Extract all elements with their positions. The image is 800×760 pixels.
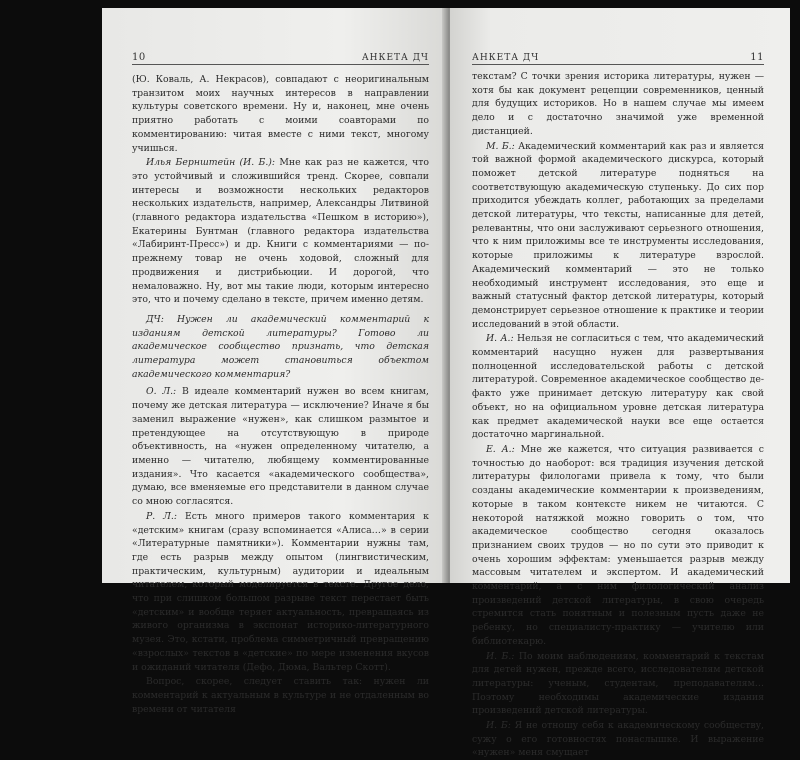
speaker-label: Илья Бернштейн (И. Б.): <box>146 157 276 169</box>
paragraph: (Ю. Коваль, А. Некрасов), совпадают с неоригинальным транзитом моих научных интересов в направлении культуры советского времени. Ну и, наконец, мне очень приятно работать с моими соавторами по комментированию: читая вместе с ними текст, многому учишься. <box>132 74 429 154</box>
speaker-label: И. А.: <box>486 333 514 345</box>
page-number: 10 <box>132 52 146 63</box>
speaker-label: И. Б.: <box>486 650 515 662</box>
question-paragraph: ДЧ: Нужен ли академический комментарий к изданиям детской литературы? Готово ли академическое сообщество признать, что детская литература может становиться объектом академического комментария? <box>132 313 429 380</box>
paragraph: Е. А.: Мне же кажется, что ситуация развивается с точностью до наоборот: вся традиция изучения детской литературы филологами привела к тому, что были созданы академические комментарии к произведениям, которые в таком контексте никем не читаются. С некоторой натяжкой можно говорить о том, что академическое сообщество сегодня оказалось признанием своих трудов — но по сути это приводит к очень хорошим эффектам: уменьшается разрыв между массовым читателем и экспертом. И академический комментарий, а с ним филологический анализ произведений детской литературы, в свою очередь стремится стать понятным и полезным пусть даже не ребенку, но специалисту-практику — учителю или библиотекарю. <box>472 443 765 647</box>
paragraph: М. Б.: Академический комментарий как раз и является той важной формой академического дискурса, который поможет детской литературе подняться на соответствующую академическую ступеньку. До сих пор приходится убеждать коллег, работающих за пределами детской литературы, что тексты, написанные для детей, релевантны, что они заслуживают серьезного отношения, что к ним приложимы все те инструменты исследования, которые приложимы к литературе взрослой. Академический комментарий — это не только необходимый инструмент исследования, это еще и важный статусный фактор детской литературы, который демонстрирует серьезное отношение к практике и теории исследований в этой области. <box>472 140 764 330</box>
paragraph: И. Б.: По моим наблюдениям, комментарий к текстам для детей нужен, прежде всего, исследователям детской литературы: ученым, студентам, преподавателям… Поэтому необходимы академические издания произведений детской литературы. <box>472 650 764 717</box>
speaker-label: И. Б: <box>486 720 511 732</box>
speaker-label: М. Б.: <box>486 140 515 152</box>
paragraph: Илья Бернштейн (И. Б.): Мне как раз не кажется, что это устойчивый и сложившийся тренд. Скорее, совпали интересы и возможности нескольких редакторов нескольких издательств, например, Александры Литвиной (главного редактора издательства «Пешком в историю»), Екатерины Бунтман (главного редактора издательства «Лабиринт-Пресс») и др. Книги с комментариями — по-прежнему товар не очень ходовой, сложный для продвижения и дистрибьюции. И дорогой, что немаловажно. Ну, вот мы такие люди, которым интересно это, что и почему сделано в тексте, причем именно детям. <box>132 157 429 306</box>
page-header <box>132 50 429 65</box>
left-page <box>102 8 447 715</box>
speaker-label: Р. Л.: <box>146 510 178 522</box>
page-body <box>132 73 429 716</box>
page-body <box>472 70 764 760</box>
paragraph: текстам? С точки зрения историка литературы, нужен — хотя бы как документ рецепции современников, ценный для будущих историков. Но в нашем случае мы имеем дело и с достаточно значимой уже временной дистанцией. <box>472 71 764 137</box>
paragraph: О. Л.: В идеале комментарий нужен во всем книгам, почему же детская литература — исключение? Иначе я бы заменил выражение «нужен», как слишком размытое и претендующее на отсутствующую в природе объективность, на «нужен определенному читателю, а именно — читателю, любящему комментированные издания». Что касается «академического сообщества», думаю, все вменяемые его представители в данном случае со мною согласятся. <box>132 386 429 508</box>
speaker-label: Е. А.: <box>486 443 515 455</box>
running-head: АНКЕТА ДЧ <box>361 53 429 63</box>
book-spread <box>102 8 790 759</box>
paragraph: Вопрос, скорее, следует ставить так: нужен ли комментарий к актуальным в культуре и не отдаленным во времени от читателя <box>132 676 429 715</box>
running-head: АНКЕТА ДЧ <box>472 53 540 63</box>
paragraph: И. Б: Я не отношу себя к академическому сообществу, сужу о его готовностях понаслышке. И выражение «нужен» меня смущает <box>472 720 764 759</box>
paragraph: Р. Л.: Есть много примеров такого комментария к «детским» книгам (сразу вспоминается «Алиса…» в серии «Литературные памятники»). Комментарии нужны там, где есть разрыв между опытом (лингвистическим, практическим, культурным) аудитории и идеальным читателем, который моделируется в тексте. Другое дело, что при слишком большом разрыве текст перестает быть «детским» и вообще теряет актуальность, превращаясь из живого организма в экспонат историко-литературного музея. Это, кстати, проблема симметричный превращению «взрослых» текстов в «детские» по мере изменения вкусов и ожиданий читателя (Дефо, Дюма, Вальтер Скотт). <box>132 510 429 673</box>
right-page <box>450 8 790 759</box>
page-number: 11 <box>750 52 764 63</box>
speaker-label: О. Л.: <box>146 386 177 398</box>
paragraph: И. А.: Нельзя не согласиться с тем, что академический комментарий насущно нужен для развертывания полноценной исследовательской работы с детской литературой. Современное академическое сообщество де-факто уже принимает детскую литературу как свой объект, но на официальном уровне детская литература как предмет академической науки все еще остается достаточно маргинальной. <box>472 333 764 441</box>
page-header <box>472 50 764 65</box>
